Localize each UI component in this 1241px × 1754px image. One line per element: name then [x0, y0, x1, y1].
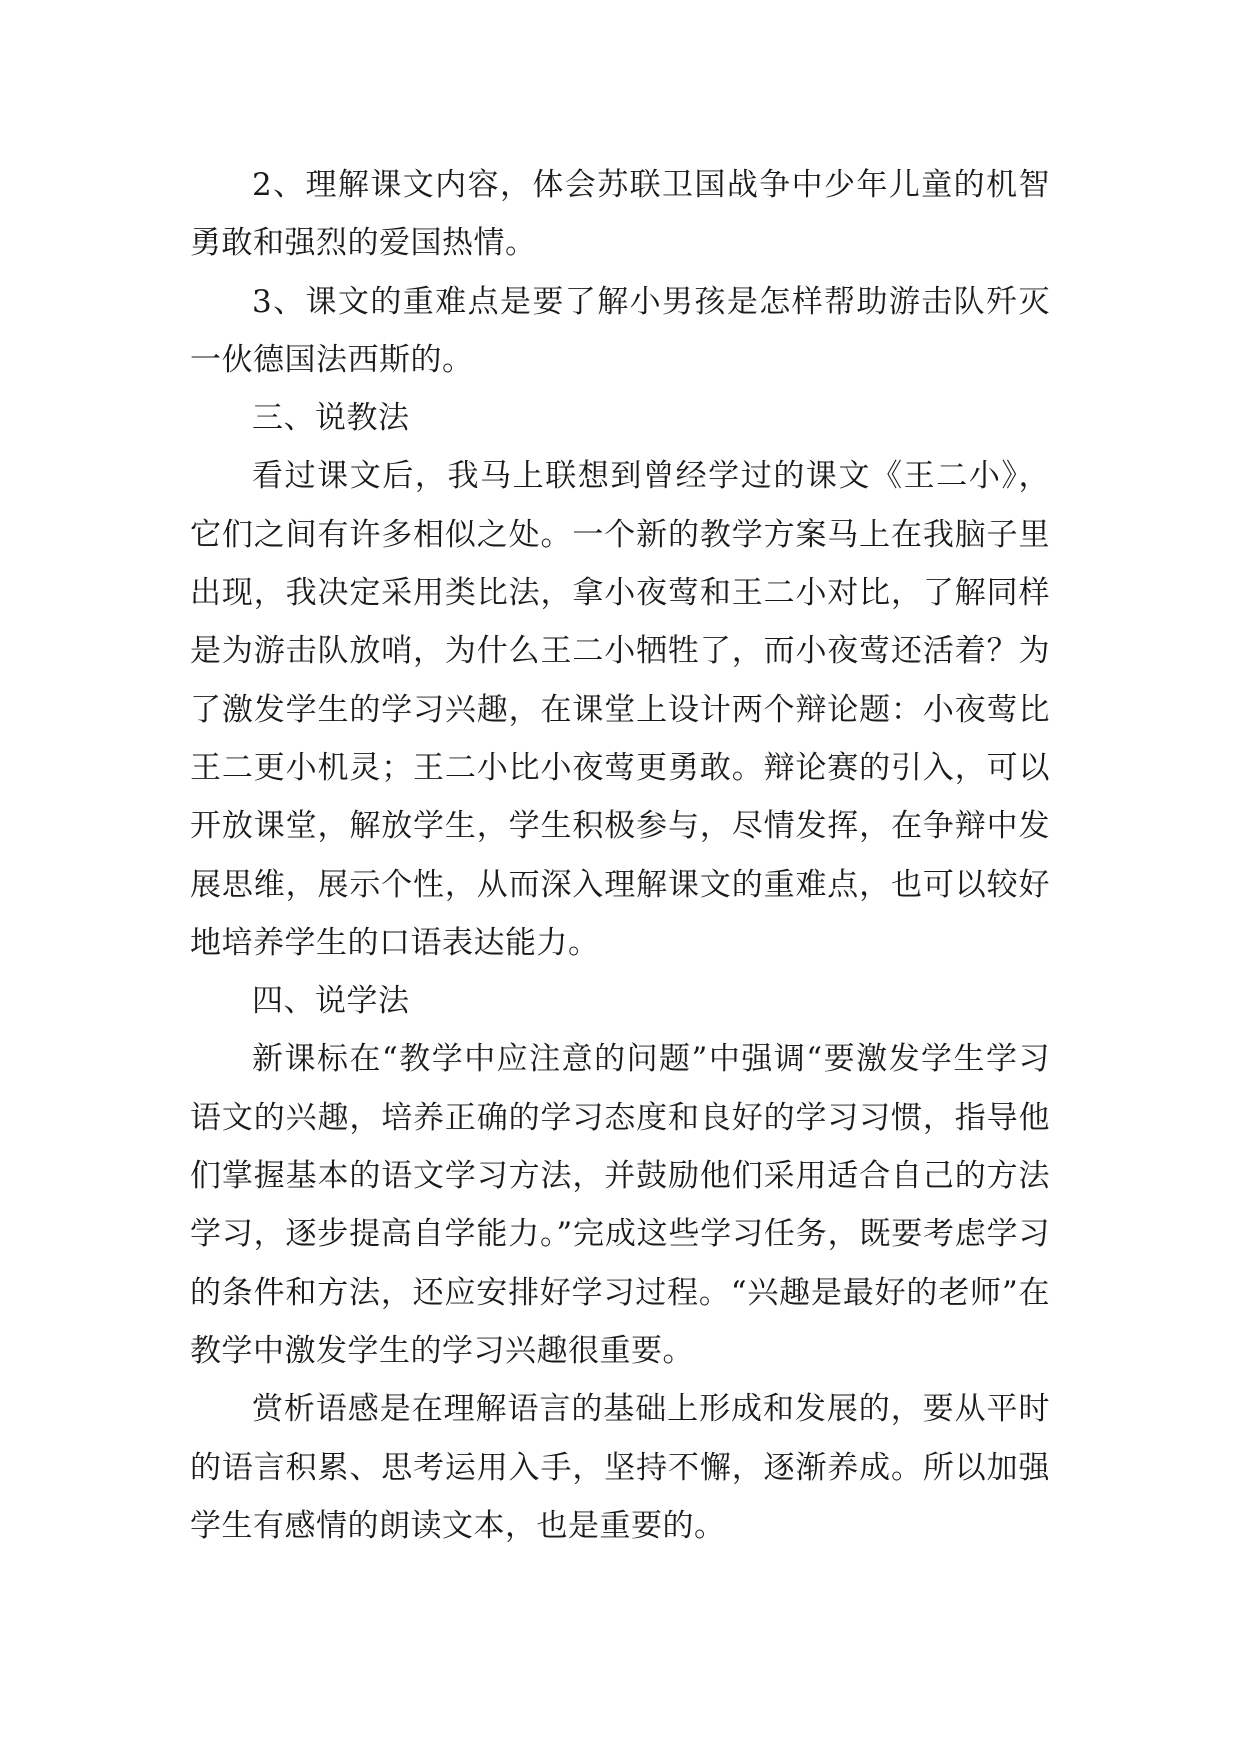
- paragraph-objective-3: 3、课文的重难点是要了解小男孩是怎样帮助游击队歼灭一伙德国法西斯的。: [190, 283, 1050, 378]
- paragraph-teaching-method: 看过课文后，我马上联想到曾经学过的课文《王二小》，它们之间有许多相似之处。一个新的教学方案马上在我脑子里出现，我决定采用类比法，拿小夜莺和王二小对比，了解同样是为游击队放哨，为什么王二小牺牲了，而小夜莺还活着？为了激发学生的学习兴趣，在课堂上设计两个辩论题：小夜莺比王二更小机灵；王二小比小夜莺更勇敢。辩论赛的引入，可以开放课堂，解放学生，学生积极参与，尽情发挥，在争辩中发展思维，展示个性，从而深入理解课文的重难点，也可以较好地培养学生的口语表达能力。: [190, 458, 1050, 961]
- paragraph-curriculum-standard: 新课标在“教学中应注意的问题”中强调“要激发学生学习语文的兴趣，培养正确的学习态度和良好的学习习惯，指导他们掌握基本的语文学习方法，并鼓励他们采用适合自己的方法学习，逐步提高自学能力。”完成这些学习任务，既要考虑学习的条件和方法，还应安排好学习过程。“兴趣是最好的老师”在教学中激发学生的学习兴趣很重要。: [190, 1041, 1050, 1369]
- paragraph-language-sense: 赏析语感是在理解语言的基础上形成和发展的，要从平时的语言积累、思考运用入手，坚持不懈，逐渐养成。所以加强学生有感情的朗读文本，也是重要的。: [190, 1391, 1050, 1544]
- document-body: [190, 156, 1050, 1555]
- heading-learning-method: 四、说学法: [252, 983, 410, 1020]
- paragraph-objective-2: 2、理解课文内容，体会苏联卫国战争中少年儿童的机智勇敢和强烈的爱国热情。: [190, 167, 1050, 262]
- heading-teaching-method: 三、说教法: [252, 400, 410, 437]
